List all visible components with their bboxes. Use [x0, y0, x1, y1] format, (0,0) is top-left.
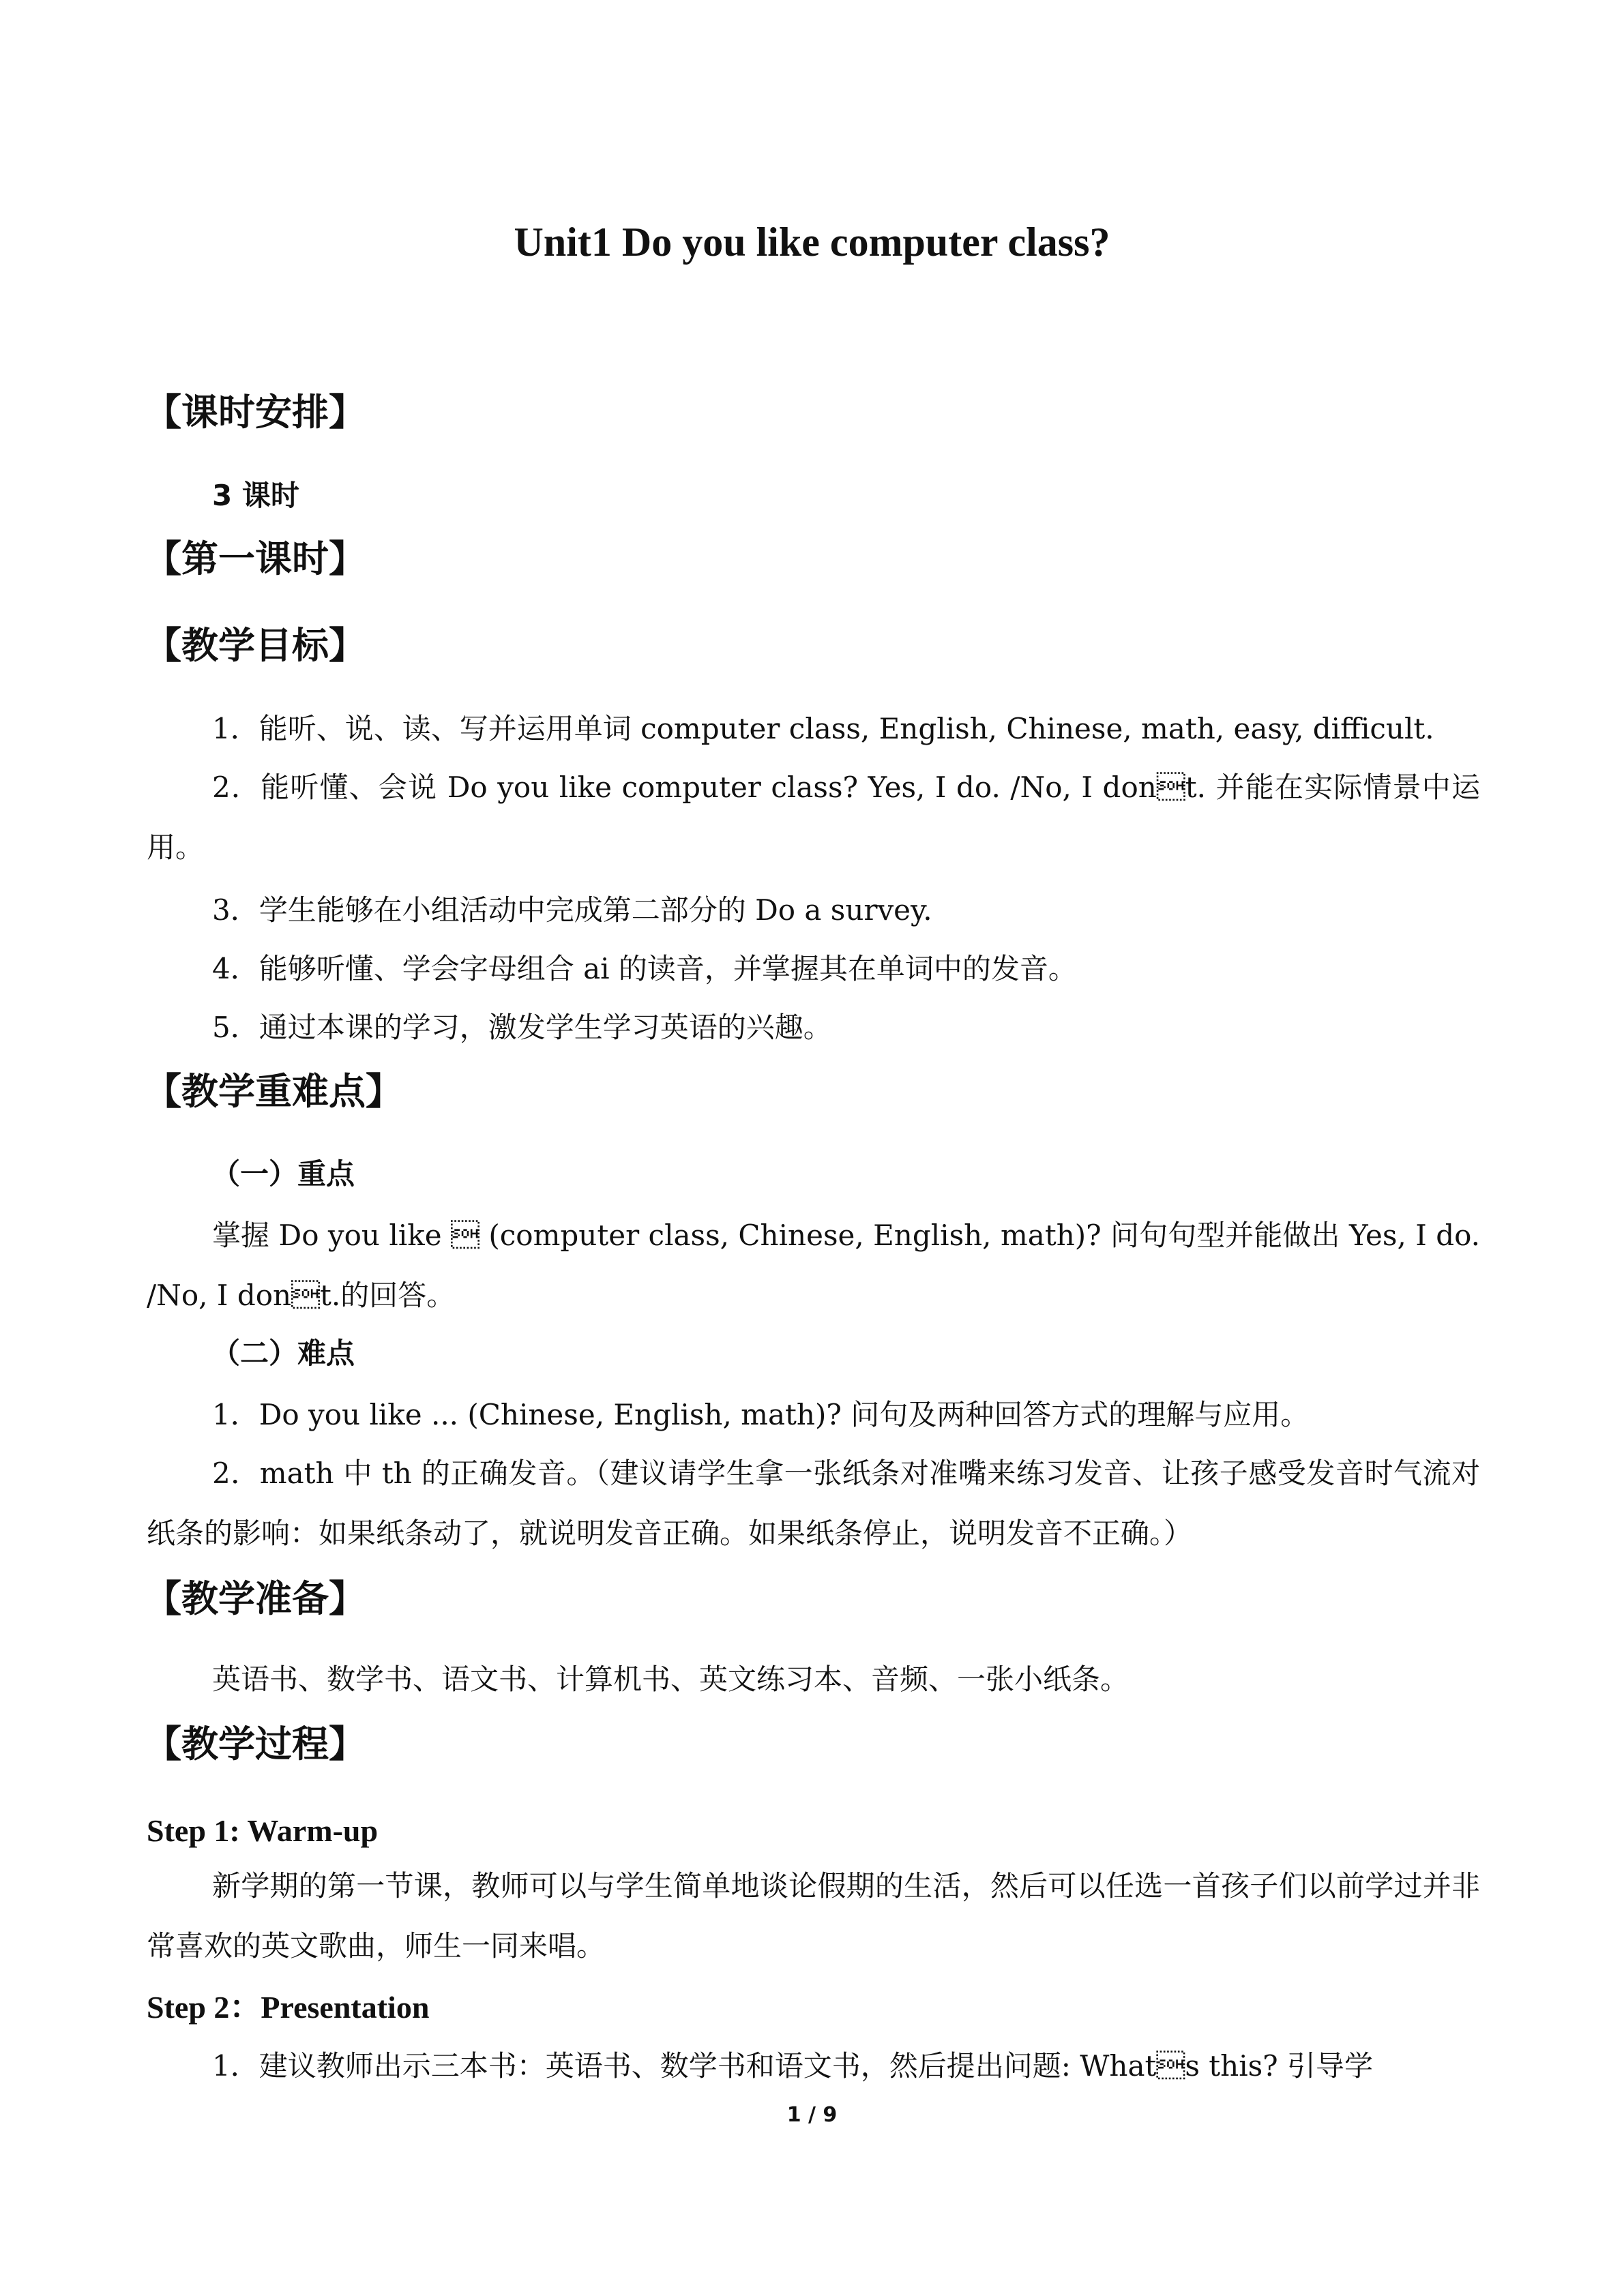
goal-item-4: 4．能够听懂、学会字母组合 ai 的读音，并掌握其在单词中的发音。: [212, 952, 1077, 985]
prep-text: 英语书、数学书、语文书、计算机书、英文练习本、音频、一张小纸条。: [212, 1663, 1130, 1696]
subheading-difficult: （二）难点: [211, 1337, 355, 1370]
step1-text: 新学期的第一节课，教师可以与学生简单地谈论假期的生活，然后可以任选一首孩子们以前学过并非常喜欢的英文歌曲，师生一同来唱。: [147, 1869, 1480, 1963]
heading-keypoints: 【教学重难点】: [145, 1070, 402, 1113]
step2-item-1: 1．建议教师出示三本书：英语书、数学书和语文书，然后提出问题: Whats this? 引导学: [212, 2049, 1374, 2083]
step2-title: Step 2：Presentation: [147, 1990, 430, 2025]
document-title: Unit1 Do you like computer class?: [514, 220, 1110, 265]
goal-item-5: 5．通过本课的学习，激发学生学习英语的兴趣。: [212, 1011, 832, 1044]
step1-title: Step 1: Warm-up: [147, 1813, 379, 1848]
heading-goals: 【教学目标】: [145, 624, 366, 667]
schedule-value: 3 课时: [212, 479, 299, 512]
difficult-item-2: 2．math 中 th 的正确发音。（建议请学生拿一张纸条对准嘴来练习发音、让孩子感受发音时气流对纸条的影响：如果纸条动了，就说明发音正确。如果纸条停止，说明发音不正确。）: [147, 1457, 1480, 1550]
heading-lesson1: 【第一课时】: [145, 537, 366, 580]
goal-item-1: 1．能听、说、读、写并运用单词 computer class, English, Chinese, math, easy, difficult.: [212, 712, 1434, 745]
page-number: 1 / 9: [786, 2103, 838, 2127]
heading-schedule: 【课时安排】: [145, 391, 366, 434]
heading-prep: 【教学准备】: [145, 1577, 366, 1620]
key-text: 掌握 Do you like  (computer class, Chinese, English, math)? 问句句型并能做出 Yes, I do. /No, I dont.的回答。: [147, 1219, 1480, 1312]
goal-item-2: 2．能听懂、会说 Do you like computer class? Yes, I do. /No, I dont. 并能在实际情景中运用。: [147, 771, 1480, 864]
heading-process: 【教学过程】: [145, 1723, 366, 1765]
difficult-item-1: 1．Do you like ... (Chinese, English, math)? 问句及两种回答方式的理解与应用。: [212, 1398, 1310, 1431]
subheading-key: （一）重点: [211, 1157, 355, 1191]
goal-item-3: 3．学生能够在小组活动中完成第二部分的 Do a survey.: [212, 893, 932, 927]
